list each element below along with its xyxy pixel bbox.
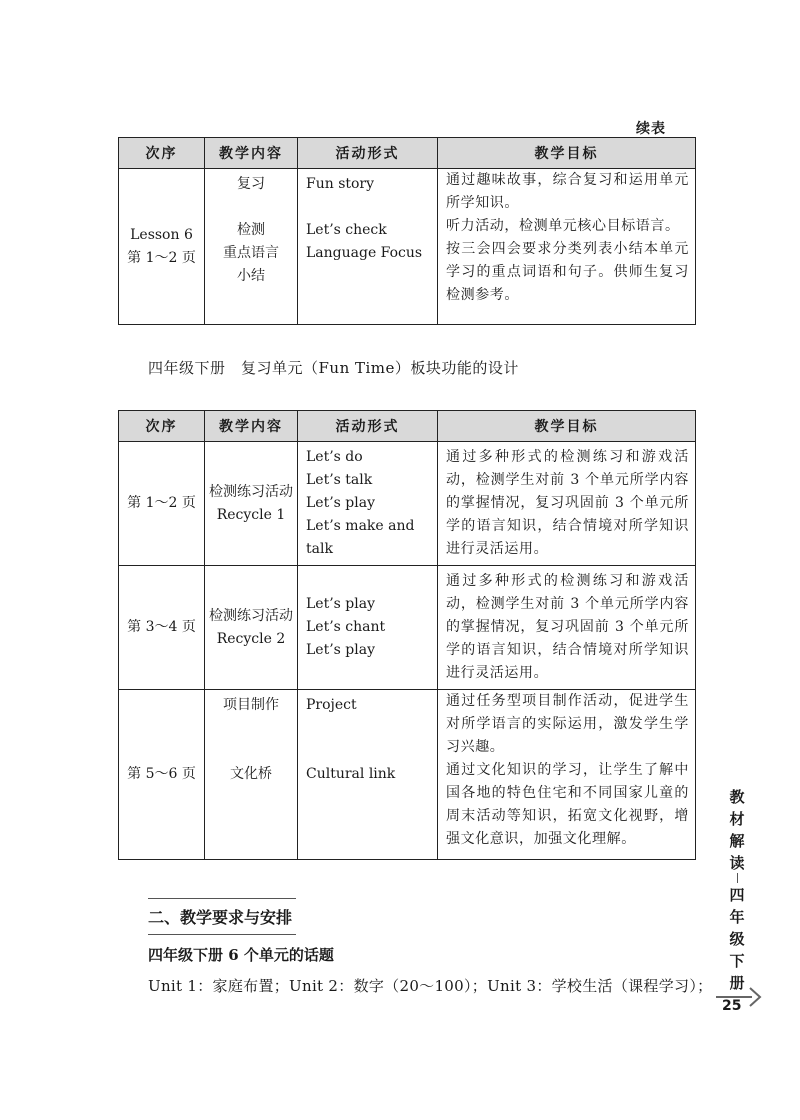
order-cell: 第 5～6 页	[119, 690, 205, 860]
heading-rule-bottom	[148, 934, 296, 935]
continued-label: 续表	[636, 121, 666, 137]
header-form: 活动形式	[298, 138, 438, 169]
order-cell: Lesson 6 第 1～2 页	[119, 169, 205, 325]
table-row	[119, 566, 696, 690]
units-line: Unit 1：家庭布置；Unit 2：数字（20～100）；Unit 3：学校生活（课程学习）；	[148, 977, 713, 995]
header-content: 教学内容	[205, 411, 298, 442]
header-form: 活动形式	[298, 411, 438, 442]
content-cell: 复习 检测 重点语言 小结	[205, 169, 298, 325]
table-row	[119, 690, 696, 860]
goal-cell: 通过趣味故事，综合复习和运用单元所学知识。 听力活动，检测单元核心目标语言。 按三会四会要求分类列表小结本单元学习的重点词语和句子。供师生复习检测参考。	[438, 169, 696, 325]
goal-cell: 通过多种形式的检测练习和游戏活动，检测学生对前 3 个单元所学内容的掌握情况，复习巩固前 3 个单元所学的语言知识，结合情境对所学知识进行灵活运用。	[438, 566, 696, 690]
side-tab-divider	[737, 873, 738, 883]
table-row	[119, 442, 696, 566]
header-content: 教学内容	[205, 138, 298, 169]
content-cell: 项目制作 文化桥	[205, 690, 298, 860]
page-number: 25	[722, 998, 742, 1014]
form-cell: Let’s play Let’s chant Let’s play	[298, 566, 438, 690]
section-heading: 二、教学要求与安排	[148, 908, 293, 927]
content-cell: 检测练习活动 Recycle 2	[205, 566, 298, 690]
side-tab-bottom: 四 年 级 下 册	[729, 886, 745, 992]
table-header-row	[119, 411, 696, 442]
topic-heading: 四年级下册 6 个单元的话题	[148, 946, 334, 964]
goal-cell: 通过多种形式的检测练习和游戏活动，检测学生对前 3 个单元所学内容的掌握情况，复习巩固前 3 个单元所学的语言知识，结合情境对所学知识进行灵活运用。	[438, 442, 696, 566]
table-row	[119, 169, 696, 325]
fun-time-table	[118, 410, 696, 860]
header-order: 次序	[119, 138, 205, 169]
lesson6-table	[118, 137, 696, 325]
side-tab-top: 教 材 解 读	[729, 788, 745, 872]
heading-rule-top	[148, 898, 296, 899]
table-header-row	[119, 138, 696, 169]
order-cell: 第 1～2 页	[119, 442, 205, 566]
goal-cell: 通过任务型项目制作活动，促进学生对所学语言的实际运用，激发学生学习兴趣。 通过文化知识的学习，让学生了解中国各地的特色住宅和不同国家儿童的周末活动等知识，拓宽文化视野，增强文化意识，加强文化理解。	[438, 690, 696, 860]
header-order: 次序	[119, 411, 205, 442]
form-cell: Let’s do Let’s talk Let’s play Let’s make and talk	[298, 442, 438, 566]
order-cell: 第 3～4 页	[119, 566, 205, 690]
header-goal: 教学目标	[438, 138, 696, 169]
form-cell: Project Cultural link	[298, 690, 438, 860]
form-cell: Fun story Let’s check Language Focus	[298, 169, 438, 325]
content-cell: 检测练习活动 Recycle 1	[205, 442, 298, 566]
header-goal: 教学目标	[438, 411, 696, 442]
section-title: 四年级下册 复习单元（Fun Time）板块功能的设计	[148, 359, 519, 377]
